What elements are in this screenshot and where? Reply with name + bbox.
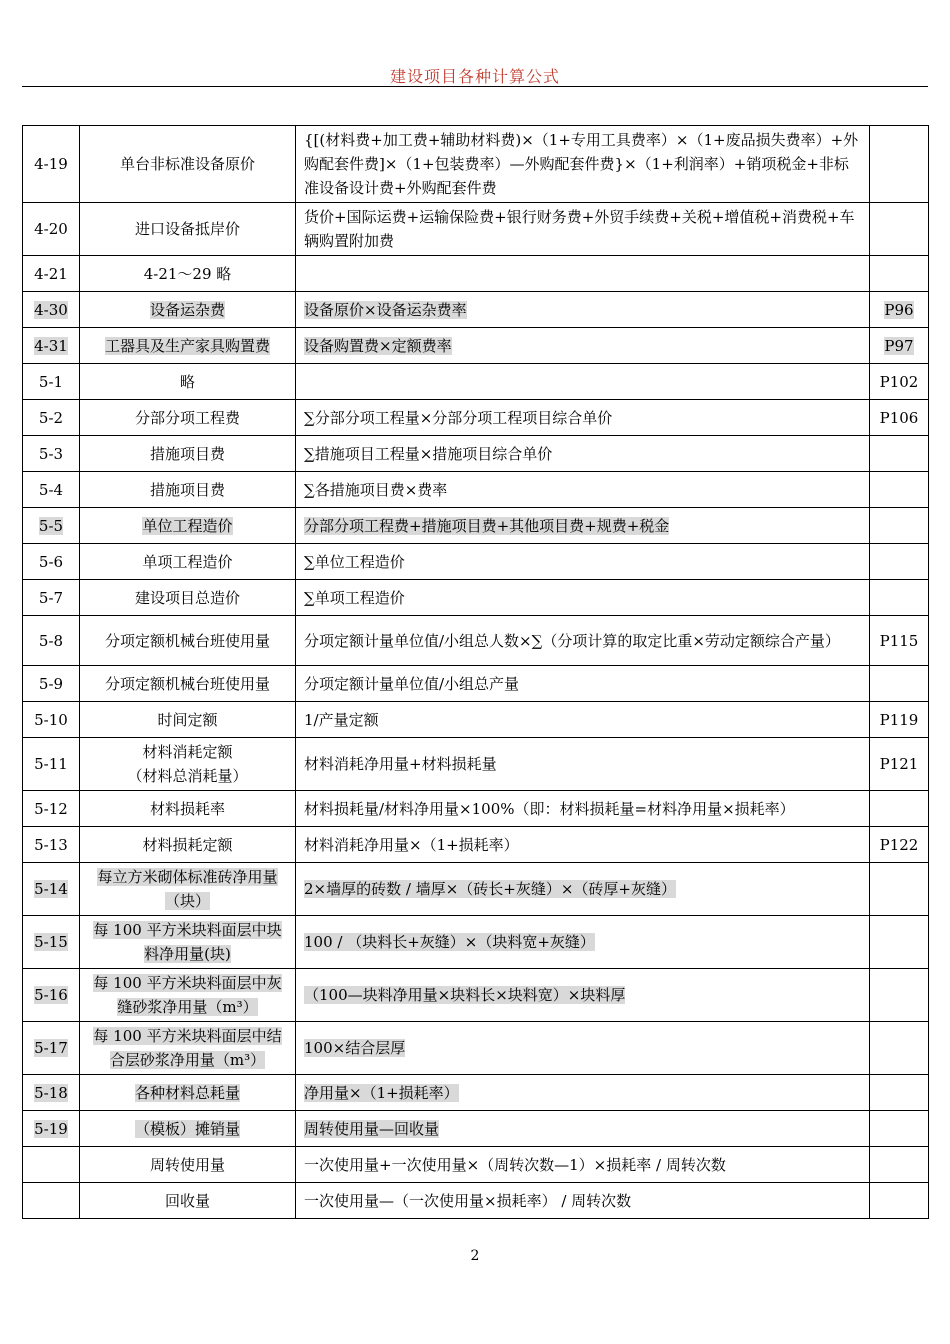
formula-name-cell xyxy=(80,1147,296,1183)
page-reference-cell-text: P119 xyxy=(879,710,919,729)
formula-code-cell xyxy=(23,256,80,292)
formula-code-cell-text: 5-1 xyxy=(38,372,64,391)
formula-code-cell xyxy=(23,616,80,666)
formula-name-cell xyxy=(80,203,296,256)
formula-code-cell xyxy=(23,292,80,328)
formula-code-cell-text: 5-13 xyxy=(34,835,68,854)
table-row xyxy=(23,1075,929,1111)
formula-name-cell xyxy=(80,827,296,863)
formula-expression-cell-text: ∑措施项目工程量×措施项目综合单价 xyxy=(304,444,553,463)
page-reference-cell xyxy=(870,580,929,616)
header-rule xyxy=(22,86,928,87)
formula-expression-cell-text: 一次使用量—（一次使用量×损耗率） / 周转次数 xyxy=(304,1191,632,1210)
formula-expression-cell-text: 材料消耗净用量×（1+损耗率） xyxy=(304,835,519,854)
page-reference-cell xyxy=(870,544,929,580)
formula-code-cell xyxy=(23,400,80,436)
document-header-title: 建设项目各种计算公式 xyxy=(389,67,560,86)
page-reference-cell xyxy=(870,364,929,400)
table-row xyxy=(23,666,929,702)
formula-expression-cell xyxy=(296,472,870,508)
formula-expression-cell-text: 分项定额计量单位值/小组总人数×∑（分项计算的取定比重×劳动定额综合产量） xyxy=(304,631,840,650)
formula-code-cell-text: 5-9 xyxy=(38,674,64,693)
table-row xyxy=(23,916,929,969)
formula-expression-cell xyxy=(296,292,870,328)
page-reference-cell-text: P122 xyxy=(879,835,919,854)
formula-expression-cell xyxy=(296,1075,870,1111)
formula-name-cell xyxy=(80,580,296,616)
formula-code-cell-text: 5-8 xyxy=(38,631,64,650)
table-row xyxy=(23,292,929,328)
table-row xyxy=(23,580,929,616)
formula-name-cell-text: 略 xyxy=(179,372,195,391)
page-reference-cell xyxy=(870,1022,929,1075)
formula-name-cell xyxy=(80,126,296,203)
formula-code-cell-text: 5-16 xyxy=(34,986,68,1004)
formula-name-cell xyxy=(80,969,296,1022)
page-reference-cell-text: P121 xyxy=(879,755,919,773)
formula-expression-cell-text: 100×结合层厚 xyxy=(304,1039,406,1057)
formula-code-cell-text: 4-19 xyxy=(34,155,68,173)
formula-code-cell xyxy=(23,791,80,827)
formula-code-cell-text: 5-7 xyxy=(38,588,64,607)
page-reference-cell xyxy=(870,791,929,827)
formula-expression-cell xyxy=(296,508,870,544)
formula-code-cell xyxy=(23,472,80,508)
formula-name-cell xyxy=(80,436,296,472)
formula-name-cell-text: 每 100 平方米块料面层中块料净用量(块) xyxy=(93,921,282,963)
page-reference-cell xyxy=(870,436,929,472)
formula-name-cell-text: 工器具及生产家具购置费 xyxy=(104,336,270,355)
formula-name-cell-text: 分项定额机械台班使用量 xyxy=(104,674,270,693)
formula-expression-cell xyxy=(296,256,870,292)
formula-code-cell-text: 5-6 xyxy=(38,552,64,571)
table-row xyxy=(23,256,929,292)
formula-code-cell xyxy=(23,203,80,256)
formula-expression-cell-text: ∑单位工程造价 xyxy=(304,552,405,571)
page-reference-cell xyxy=(870,126,929,203)
formula-name-cell xyxy=(80,666,296,702)
formula-name-cell xyxy=(80,328,296,364)
formula-code-cell xyxy=(23,544,80,580)
page-reference-cell-text: P96 xyxy=(884,300,914,319)
page-reference-cell xyxy=(870,702,929,738)
table-row xyxy=(23,791,929,827)
formula-expression-cell-text: 2×墙厚的砖数 / 墙厚×（砖长+灰缝）×（砖厚+灰缝） xyxy=(304,880,676,898)
formula-code-cell-text: 5-5 xyxy=(38,516,64,535)
formula-code-cell xyxy=(23,1183,80,1219)
formula-expression-cell-text: 周转使用量—回收量 xyxy=(304,1119,440,1138)
formula-code-cell xyxy=(23,126,80,203)
page-reference-cell xyxy=(870,1111,929,1147)
formula-expression-cell-text: 1/产量定额 xyxy=(304,710,379,729)
formula-expression-cell-text: ∑单项工程造价 xyxy=(304,588,405,607)
formula-name-cell-text: 各种材料总耗量 xyxy=(134,1083,240,1102)
page-reference-cell xyxy=(870,1075,929,1111)
formula-code-cell xyxy=(23,738,80,791)
page-reference-cell xyxy=(870,203,929,256)
formula-table-body xyxy=(23,126,929,1219)
page-reference-cell-text: P102 xyxy=(879,372,919,391)
formula-name-cell-text: 材料损耗率 xyxy=(149,799,225,818)
formula-code-cell xyxy=(23,436,80,472)
page-reference-cell-text: P97 xyxy=(884,336,914,355)
table-row xyxy=(23,969,929,1022)
formula-name-cell-text: 建设项目总造价 xyxy=(134,588,240,607)
formula-expression-cell xyxy=(296,364,870,400)
formula-code-cell xyxy=(23,328,80,364)
formula-expression-cell-text: {[(材料费+加工费+辅助材料费)×（1+专用工具费率）×（1+废品损失费率）+外购配套件费]×（1+包装费率）—外购配套件费}×（1+利润率）+销项税金+非标准设备设计费+外购配套件费 xyxy=(304,131,859,197)
table-row xyxy=(23,364,929,400)
formula-code-cell xyxy=(23,1075,80,1111)
page-reference-cell xyxy=(870,738,929,791)
formula-name-cell xyxy=(80,738,296,791)
formula-code-cell xyxy=(23,1147,80,1183)
formula-name-cell xyxy=(80,1183,296,1219)
page-reference-cell xyxy=(870,666,929,702)
formula-code-cell xyxy=(23,666,80,702)
formula-name-cell xyxy=(80,364,296,400)
formula-code-cell-text: 5-19 xyxy=(34,1119,68,1138)
formula-expression-cell xyxy=(296,436,870,472)
formula-code-cell-text: 5-14 xyxy=(34,880,68,898)
formula-expression-cell xyxy=(296,1111,870,1147)
page-reference-cell xyxy=(870,969,929,1022)
formula-name-cell-text: 设备运杂费 xyxy=(149,300,225,319)
formula-code-cell-text: 5-10 xyxy=(34,710,68,729)
formula-code-cell-text: 5-3 xyxy=(38,444,64,463)
page-reference-cell xyxy=(870,916,929,969)
formula-name-cell-text: 措施项目费 xyxy=(149,444,225,463)
table-row xyxy=(23,126,929,203)
table-row xyxy=(23,863,929,916)
formula-name-cell xyxy=(80,616,296,666)
formula-name-cell xyxy=(80,400,296,436)
formula-expression-cell xyxy=(296,702,870,738)
table-row xyxy=(23,616,929,666)
formula-name-cell-text: 单位工程造价 xyxy=(142,516,233,535)
formula-code-cell xyxy=(23,863,80,916)
page-reference-cell xyxy=(870,328,929,364)
formula-code-cell-text: 4-30 xyxy=(34,300,68,319)
table-row xyxy=(23,1022,929,1075)
page-reference-cell xyxy=(870,292,929,328)
formula-expression-cell-text: ∑各措施项目费×费率 xyxy=(304,480,448,499)
formula-name-cell xyxy=(80,544,296,580)
formula-name-cell-text: 每 100 平方米块料面层中结合层砂浆净用量（m³） xyxy=(93,1027,282,1069)
formula-expression-cell xyxy=(296,126,870,203)
formula-name-cell-text: 分部分项工程费 xyxy=(134,408,240,427)
formula-code-cell xyxy=(23,508,80,544)
page-reference-cell xyxy=(870,1147,929,1183)
formula-name-cell xyxy=(80,256,296,292)
formula-name-cell xyxy=(80,863,296,916)
page-reference-cell xyxy=(870,256,929,292)
table-row xyxy=(23,400,929,436)
formula-name-cell xyxy=(80,1111,296,1147)
formula-code-cell xyxy=(23,1022,80,1075)
formula-expression-cell-text: 一次使用量+一次使用量×（周转次数—1）×损耗率 / 周转次数 xyxy=(304,1155,726,1174)
formula-expression-cell-text: 设备原价×设备运杂费率 xyxy=(304,300,467,319)
page-reference-cell xyxy=(870,1183,929,1219)
formula-expression-cell-text: 材料消耗净用量+材料损耗量 xyxy=(304,755,497,773)
page-number: 2 xyxy=(470,1248,480,1264)
page-reference-cell-text: P106 xyxy=(879,408,919,427)
formula-name-cell-text: 分项定额机械台班使用量 xyxy=(104,631,270,650)
formula-name-cell xyxy=(80,916,296,969)
formula-name-cell-text: 材料消耗定额 （材料总消耗量） xyxy=(127,743,248,785)
formula-name-cell-text: 时间定额 xyxy=(157,710,218,729)
table-row xyxy=(23,702,929,738)
formula-code-cell-text: 4-21 xyxy=(34,264,68,283)
formula-code-cell-text: 5-17 xyxy=(34,1039,68,1057)
formula-code-cell-text: 5-11 xyxy=(34,755,68,773)
table-row xyxy=(23,203,929,256)
formula-code-cell-text: 4-31 xyxy=(34,336,68,355)
formula-name-cell xyxy=(80,1022,296,1075)
formula-expression-cell-text: 100 / （块料长+灰缝）×（块料宽+灰缝） xyxy=(304,933,595,951)
page-reference-cell xyxy=(870,863,929,916)
formula-name-cell xyxy=(80,292,296,328)
table-row xyxy=(23,328,929,364)
table-row xyxy=(23,1147,929,1183)
formula-expression-cell xyxy=(296,666,870,702)
formula-code-cell-text: 5-18 xyxy=(34,1083,68,1102)
formula-name-cell-text: 单台非标准设备原价 xyxy=(119,155,255,173)
formula-expression-cell xyxy=(296,544,870,580)
table-row xyxy=(23,827,929,863)
formula-code-cell-text: 5-4 xyxy=(38,480,64,499)
formula-name-cell-text: 措施项目费 xyxy=(149,480,225,499)
formula-expression-cell xyxy=(296,791,870,827)
formula-code-cell xyxy=(23,969,80,1022)
table-row xyxy=(23,1111,929,1147)
formula-expression-cell xyxy=(296,203,870,256)
page-reference-cell xyxy=(870,827,929,863)
formula-expression-cell xyxy=(296,916,870,969)
formula-code-cell xyxy=(23,702,80,738)
formula-expression-cell-text: （100—块料净用量×块料长×块料宽）×块料厚 xyxy=(304,986,626,1004)
table-row xyxy=(23,436,929,472)
formula-code-cell-text: 5-12 xyxy=(34,799,68,818)
formula-expression-cell-text: 分部分项工程费+措施项目费+其他项目费+规费+税金 xyxy=(304,516,670,535)
table-row xyxy=(23,1183,929,1219)
page-reference-cell xyxy=(870,472,929,508)
formula-expression-cell-text: 货价+国际运费+运输保险费+银行财务费+外贸手续费+关税+增值税+消费税+车辆购置附加费 xyxy=(304,208,855,250)
formula-name-cell xyxy=(80,702,296,738)
formula-expression-cell xyxy=(296,328,870,364)
page-reference-cell xyxy=(870,616,929,666)
formula-name-cell-text: （模板）摊销量 xyxy=(134,1119,240,1138)
formula-expression-cell xyxy=(296,616,870,666)
formula-expression-cell xyxy=(296,969,870,1022)
formula-expression-cell-text: ∑分部分项工程量×分部分项工程项目综合单价 xyxy=(304,408,613,427)
formula-name-cell-text: 周转使用量 xyxy=(149,1155,225,1174)
formula-expression-cell-text: 材料损耗量/材料净用量×100%（即：材料损耗量=材料净用量×损耗率） xyxy=(304,799,795,818)
formula-name-cell xyxy=(80,791,296,827)
formula-expression-cell xyxy=(296,1147,870,1183)
formula-code-cell-text: 5-15 xyxy=(34,933,68,951)
table-row xyxy=(23,544,929,580)
formula-code-cell xyxy=(23,1111,80,1147)
formula-code-cell xyxy=(23,827,80,863)
formula-expression-cell xyxy=(296,1022,870,1075)
page-reference-cell xyxy=(870,508,929,544)
formula-name-cell-text: 单项工程造价 xyxy=(142,552,233,571)
formula-code-cell xyxy=(23,916,80,969)
page-reference-cell-text: P115 xyxy=(879,631,919,650)
formula-expression-cell xyxy=(296,863,870,916)
formula-name-cell-text: 4-21～29 略 xyxy=(143,264,232,283)
formula-name-cell-text: 每 100 平方米块料面层中灰缝砂浆净用量（m³） xyxy=(93,974,282,1016)
formula-code-cell xyxy=(23,364,80,400)
formula-name-cell-text: 每立方米砌体标准砖净用量（块） xyxy=(97,868,278,910)
formula-expression-cell-text: 净用量×（1+损耗率） xyxy=(304,1083,459,1102)
formula-expression-cell xyxy=(296,738,870,791)
formula-expression-cell-text: 设备购置费×定额费率 xyxy=(304,336,452,355)
formula-expression-cell xyxy=(296,580,870,616)
formula-code-cell-text: 4-20 xyxy=(34,220,68,238)
formula-name-cell xyxy=(80,1075,296,1111)
formula-expression-cell-text: 分项定额计量单位值/小组总产量 xyxy=(304,674,520,693)
formula-name-cell-text: 进口设备抵岸价 xyxy=(134,220,240,238)
table-row xyxy=(23,508,929,544)
formula-expression-cell xyxy=(296,400,870,436)
formula-code-cell xyxy=(23,580,80,616)
formula-expression-cell xyxy=(296,827,870,863)
formula-name-cell-text: 回收量 xyxy=(164,1191,210,1210)
formula-expression-cell xyxy=(296,1183,870,1219)
table-row xyxy=(23,472,929,508)
page-reference-cell xyxy=(870,400,929,436)
formula-table xyxy=(22,125,929,1219)
formula-name-cell xyxy=(80,508,296,544)
formula-name-cell xyxy=(80,472,296,508)
formula-name-cell-text: 材料损耗定额 xyxy=(142,835,233,854)
table-row xyxy=(23,738,929,791)
formula-code-cell-text: 5-2 xyxy=(38,408,64,427)
